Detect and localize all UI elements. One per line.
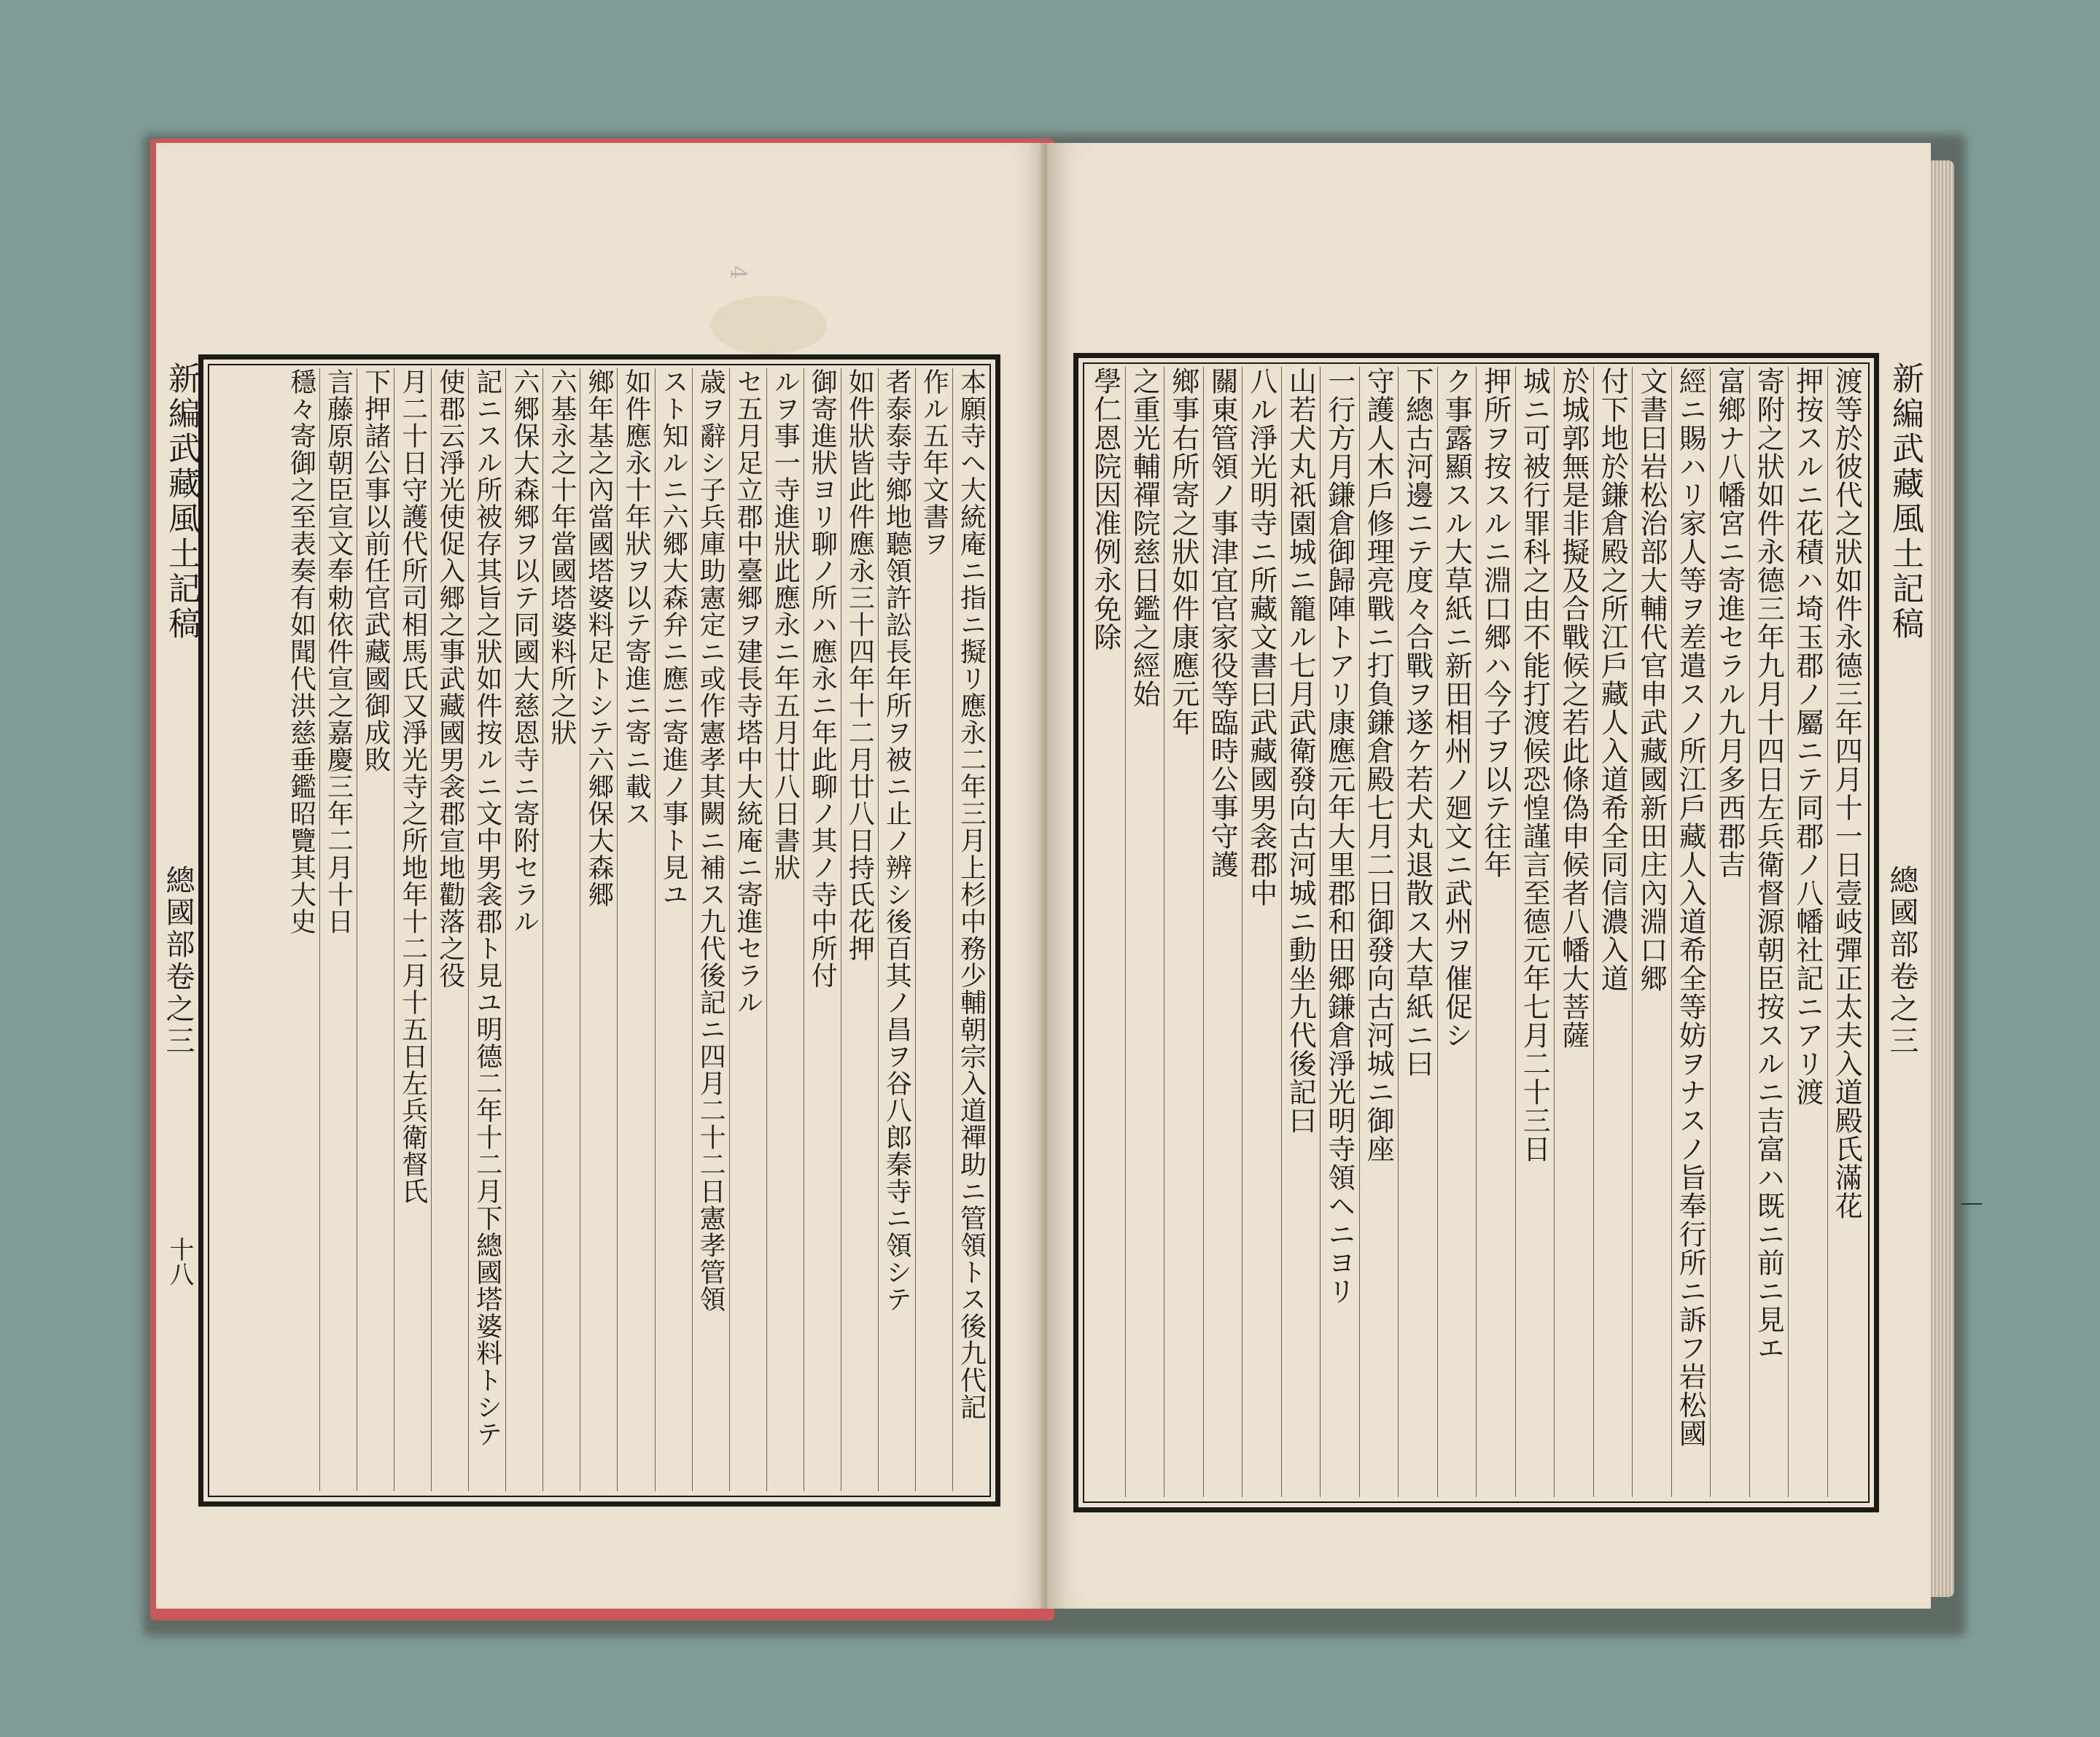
column-rule — [1281, 367, 1282, 1497]
column-rule — [1125, 367, 1126, 1497]
page-number: 十八 — [165, 1237, 194, 1286]
text-column: 月二十日守護代所司相馬氏又淨光寺之所地年十二月十五日左兵衛督氏 — [397, 368, 428, 1205]
text-column: 記ニスル所被存其旨之狀如件按ルニ文中男衾郡ト見ユ明德二年十二月下總國塔婆料トシテ — [472, 368, 502, 1448]
text-column: セ五月足立郡中臺郷ヲ建長寺塔中大統庵ニ寄進セラル — [733, 368, 763, 1016]
right-running-title: 新編武藏風土記稿 — [1886, 362, 1924, 642]
column-rule — [1437, 367, 1438, 1497]
text-column: 歳ヲ辭シ子兵庫助憲定ニ或作憲孝其闕ニ補ス九代後記ニ四月二十二日憲孝管領 — [696, 368, 726, 1313]
text-column: 經ニ賜ハリ家人等ヲ差遣スノ所江戶藏人入道希全等妨ヲナスノ旨奉行所ニ訴フ岩松國 — [1674, 367, 1707, 1448]
right-page — [1047, 143, 1931, 1609]
column-rule — [1515, 367, 1516, 1497]
text-column: 山若犬丸祇園城ニ籠ル七月武衛發向古河城ニ動坐九代後記曰 — [1284, 367, 1317, 1135]
column-rule — [542, 368, 543, 1491]
column-rule — [1398, 367, 1399, 1497]
column-rule — [878, 368, 879, 1491]
column-rule — [1359, 367, 1360, 1497]
text-column: 富鄉ナ八幡宮ニ寄進セラル九月多西郡吉 — [1713, 367, 1746, 879]
column-rule — [1203, 367, 1204, 1497]
paper-stain — [710, 296, 827, 354]
left-text-frame — [198, 354, 1000, 1507]
text-column: 八ル淨光明寺ニ所藏文書曰武藏國男衾郡中 — [1245, 367, 1278, 907]
column-rule — [617, 368, 618, 1491]
left-text-columns — [282, 368, 989, 1491]
column-rule — [1827, 367, 1828, 1497]
text-column: 寄附之狀如件永德三年九月十四日左兵衛督源朝臣按スルニ吉富ハ既ニ前ニ見エ — [1752, 367, 1785, 1362]
pencil-mark: 4 — [725, 265, 750, 280]
text-column: 言藤原朝臣宣文奉勅依件宣之嘉慶三年二月十日 — [323, 368, 354, 935]
column-rule — [1671, 367, 1672, 1497]
text-column: 城ニ可被行罪科之由不能打渡候恐惶謹言至德元年七月二十三日 — [1518, 367, 1551, 1163]
column-rule — [319, 368, 320, 1491]
text-column: 守護人木戶修理亮戰ニ打負鎌倉殿七月二日御發向古河城ニ御座 — [1362, 367, 1395, 1163]
text-column: 鄉年基之內當國塔婆料足トシテ六郷保大森郷 — [583, 368, 614, 908]
text-column: ルヲ事一寺進狀此應永ニ年五月廿八日書狀 — [770, 368, 801, 881]
text-column: 六郷保大森郷ヲ以テ同國大慈恩寺ニ寄附セラル — [509, 368, 540, 935]
text-column: 鄉事右所寄之狀如件康應元年 — [1167, 367, 1199, 737]
text-column: 下總古河邊ニテ度々合戰ヲ遂ケ若犬丸退散ス大草紙ニ曰 — [1401, 367, 1434, 1078]
column-rule — [692, 368, 693, 1491]
column-rule — [1788, 367, 1789, 1497]
column-rule — [468, 368, 469, 1491]
left-running-volume: 總國部卷之三 — [161, 865, 195, 1057]
column-rule — [915, 368, 916, 1491]
column-rule — [1554, 367, 1555, 1497]
column-rule — [952, 368, 953, 1491]
text-column: 者泰泰寺鄉地聽領許訟長年所ヲ被ニ止ノ辨シ後百其ノ昌ヲ谷八郎秦寺ニ領シテ — [882, 368, 912, 1313]
column-rule — [1320, 367, 1321, 1497]
text-column: 六基永之十年當國塔婆料所之狀 — [546, 368, 577, 746]
right-text-columns — [1086, 367, 1866, 1497]
column-rule — [1710, 367, 1711, 1497]
edge-mark — [1961, 1203, 1982, 1205]
text-column: 押按スルニ花積ハ埼玉郡ノ屬ニテ同郡ノ八幡社記ニアリ渡 — [1791, 367, 1824, 1106]
text-column: ク事露顯スル大草紙ニ新田相州ノ廻文ニ武州ヲ催促シ — [1440, 367, 1473, 1049]
text-column: 穩々寄御之至表奏有如聞代洪慈垂鑑昭覽其大史 — [286, 368, 316, 935]
column-rule — [1632, 367, 1633, 1497]
column-rule — [655, 368, 656, 1491]
column-rule — [729, 368, 730, 1491]
text-column: 學仁恩院因准例永免除 — [1089, 367, 1121, 651]
column-rule — [1476, 367, 1477, 1497]
column-rule — [1749, 367, 1750, 1497]
text-column: 如件應永十年狀ヲ以テ寄進ニ寄ニ載ス — [621, 368, 651, 827]
text-column: 如件狀皆此件應永三十四年十二月廿八日持氏花押 — [844, 368, 875, 962]
right-text-frame — [1073, 353, 1879, 1512]
text-column: 作ル五年文書ヲ — [919, 368, 949, 557]
text-column: 渡等於彼代之狀如件永德三年四月十一日壹岐彈正太夫入道殿氏滿花 — [1830, 367, 1863, 1220]
text-column: 之重光輔禪院慈日鑑之經始 — [1128, 367, 1161, 708]
column-rule — [505, 368, 506, 1491]
text-column: 付下地於鎌倉殿之所江戶藏人入道希全同信濃入道 — [1596, 367, 1629, 992]
column-rule — [1593, 367, 1594, 1497]
left-running-title: 新編武藏風土記稿 — [163, 362, 200, 642]
text-column: 押所ヲ按スルニ淵口郷ハ今子ヲ以テ往年 — [1479, 367, 1512, 879]
text-column: 文書曰岩松治部大輔代官申武藏國新田庄內淵口郷 — [1635, 367, 1668, 992]
text-column: 一行方月鎌倉御歸陣トアリ康應元年大里郡和田郷鎌倉淨光明寺領ヘニヨリ — [1323, 367, 1356, 1305]
left-page — [156, 143, 1047, 1609]
text-column: 使郡云淨光使促入郷之事武藏國男衾郡宣地勸落之役 — [435, 368, 465, 989]
column-rule — [766, 368, 767, 1491]
text-column: 御寄進狀ヨリ聊ノ所ハ應永ニ年此聊ノ其ノ寺中所付 — [807, 368, 838, 989]
column-rule — [431, 368, 432, 1491]
text-column: スト知ルニ六郷大森弁ニ應ニ寄進ノ事ト見ユ — [658, 368, 689, 908]
right-running-volume: 總國部卷之三 — [1885, 865, 1918, 1057]
text-column: 關東管領ノ事津宜官家役等臨時公事守護 — [1206, 367, 1239, 879]
text-column: 本願寺へ大統庵ニ指ニ擬リ應永二年三月上杉中務少輔朝宗入道禪助ニ管領トス後九代記 — [956, 368, 987, 1421]
text-column: 下押諸公事以前任官武藏國御成敗 — [360, 368, 391, 773]
text-column: 於城郭無是非擬及合戰候之若此條偽申候者八幡大菩薩 — [1557, 367, 1590, 1049]
